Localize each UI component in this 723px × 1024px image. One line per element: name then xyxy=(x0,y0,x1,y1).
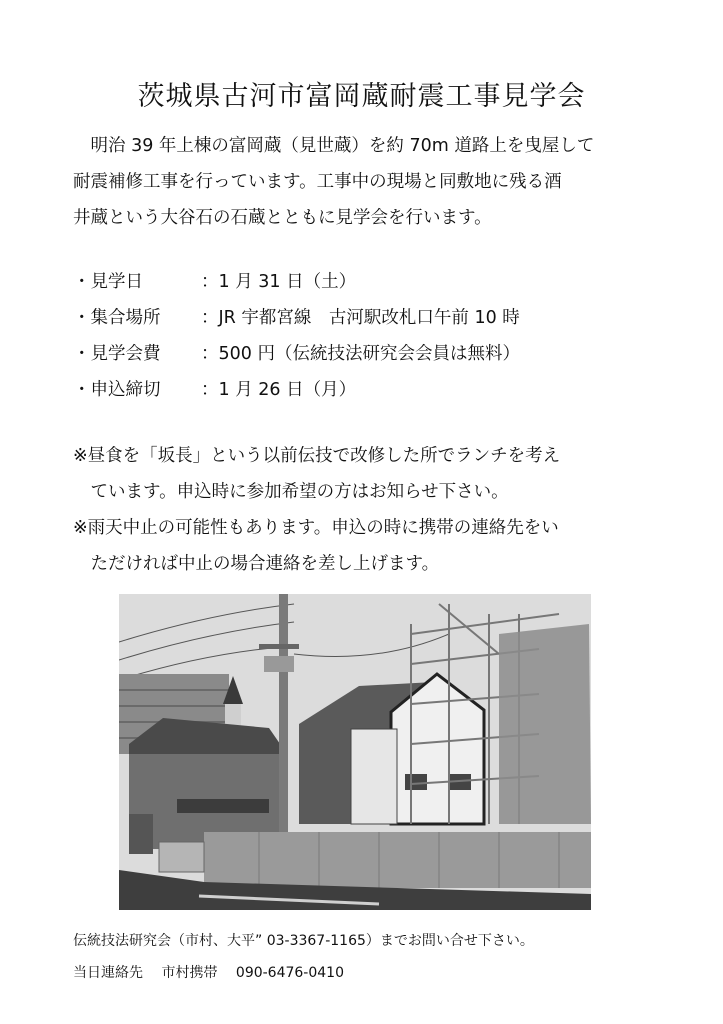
detail-value: ：1 月 31 日（土） xyxy=(201,272,357,292)
day-contact-phone: 090-6476-0410 xyxy=(235,965,344,981)
intro-paragraph xyxy=(73,128,663,236)
day-contact-label: 当日連絡先 xyxy=(73,965,143,981)
detail-row-date xyxy=(73,264,663,300)
page-title: 茨城県古河市富岡蔵耐震工事見学会 xyxy=(137,81,586,112)
note-line: ています。申込時に参加希望の方はお知らせ下さい。 xyxy=(73,482,509,502)
detail-value: ：500 円（伝統技法研究会会員は無料） xyxy=(201,344,520,364)
construction-photo xyxy=(119,594,591,910)
detail-label: ・集合場所 xyxy=(73,308,161,328)
detail-value: ：1 月 26 日（月） xyxy=(201,380,357,400)
intro-line: 井蔵という大谷石の石蔵とともに見学会を行います。 xyxy=(73,208,492,228)
event-details xyxy=(73,264,663,408)
day-contact xyxy=(73,962,673,982)
note-line: ※昼食を「坂長」という以前伝技で改修した所でランチを考え xyxy=(73,446,561,466)
notes xyxy=(73,438,663,582)
intro-line: 明治 39 年上棟の富岡蔵（見世蔵）を約 70m 道路上を曳屋して xyxy=(73,136,595,156)
intro-line: 耐震補修工事を行っています。工事中の現場と同敷地に残る酒 xyxy=(73,172,562,192)
detail-label: ・見学会費 xyxy=(73,344,161,364)
detail-value: ：JR 宇都宮線 古河駅改札口午前 10 時 xyxy=(201,308,520,328)
contact-line: 伝統技法研究会（市村、大平” 03-3367-1165）までお問い合せ下さい。 xyxy=(73,933,534,949)
detail-label: ・見学日 xyxy=(73,272,143,292)
detail-row-fee xyxy=(73,336,663,372)
day-contact-name: 市村携帯 xyxy=(161,965,218,981)
detail-row-meeting-place xyxy=(73,300,663,336)
note-line: ただければ中止の場合連絡を差し上げます。 xyxy=(73,554,440,574)
detail-label: ・申込締切 xyxy=(73,380,161,400)
note-line: ※雨天中止の可能性もあります。申込の時に携帯の連絡先をい xyxy=(73,518,559,538)
detail-row-deadline xyxy=(73,372,663,408)
